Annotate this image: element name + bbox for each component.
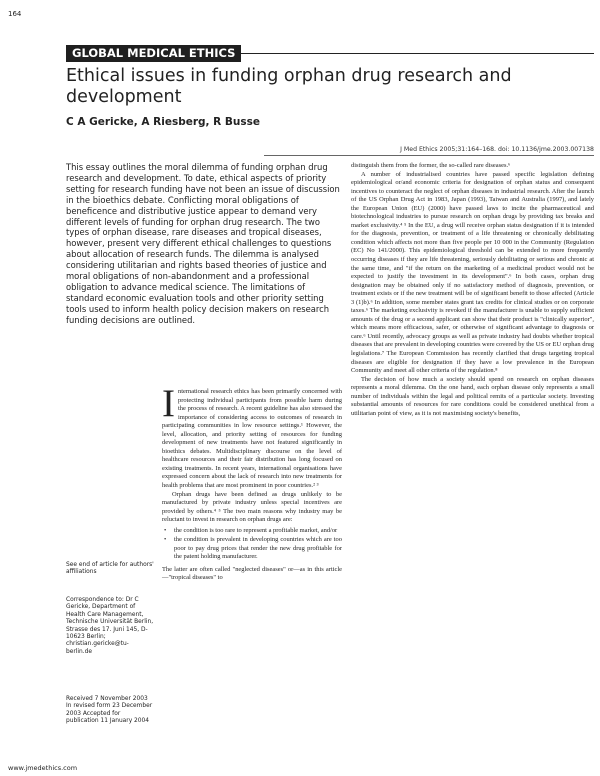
citation-rule [264,155,594,156]
reason-list [162,527,342,562]
received-dates: Received 7 November 2003 In revised form 23 December 2003 Accepted for publication 11 January 2004 [66,696,153,725]
body-column-middle [162,382,342,583]
intro-paragraph [162,382,342,491]
journal-url: www.jmedethics.com [8,764,78,772]
paragraph: The decision of how much a society should spend on research on orphan diseases represents a moral dilemma. On the one hand, each orphan disease only represents a small number of individuals within the legal and political remits of a particular society. Investing substantial amounts of resources for rare conditions could be considered unethical from a utilitarian point of view, as it is not maximising society's benefits, [351,375,594,417]
paragraph: A number of industrialised countries have passed specific legislation defining epidemiological or/and economic criteria for designation of orphan status and consequent incentives to counteract the neglect of orphan diseases in industrial research. After the launch of the US Orphan Drug Act in 1983, Japan (1993), Taiwan and Australia (1997), and lately the European Union (EU) (2000) have passed laws to incite the pharmaceutical and biotechnological industries to pursue research on orphan drugs by providing tax breaks and market exclusivity.⁴ ⁵ In the EU, a drug will receive orphan status designation if it is intended for the diagnosis, prevention, or treatment of a life threatening or chronically debilitating condition which affects not more than five people per 10 000 in the Community (Regulation (EC) No 141/2000). This epidemiological threshold can be extended to more frequently occurring diseases if they are life threatening, seriously debilitating or serious and chronic at the same time, and "if the return on the marketing of a medicinal product would not be expected to justify the investment in its development".⁶ In both cases, orphan drug designation may be obtained only if no satisfactory method of diagnosis, prevention, or treatment exists or if the new treatment will be of significant benefit to those affected (Article 3 (1)b).⁶ In addition, some member states grant tax credits for clinical studies or on corporate taxes.⁶ The marketing exclusivity is revoked if the manufacturer is unable to supply sufficient amounts of the drug or a second applicant can show that their product is "clinically superior", which means more efficacious, safer, or otherwise of significant advantage to diagnosis or care.⁶ Until recently, advocacy groups as well as private industry had doubts whether tropical diseases that are prevalent in developing countries were covered by the US or EU orphan drug legislations.⁷ The European Commission has recently clarified that drugs targeting tropical diseases are eligible for designation if they have a low prevalence in the European Community and meet all other criteria of the regulation.⁸ [351,170,594,375]
article-authors: C A Gericke, A Riesberg, R Busse [66,116,261,128]
paragraph: Orphan drugs have been defined as drugs unlikely to be manufactured by private industry unless special incentives are provided by others.⁴ ⁵ The two main reasons why industry may be reluctant to invest in research on orphan drugs are: [162,490,342,524]
correspondence-note: Correspondence to: Dr C Gericke, Department of Health Care Management, Technische Universität Berlin, Strasse des 17. Juni 145, D-10623 Berlin; christian.gericke@tu-berlin.de [66,597,154,655]
article-title: Ethical issues in funding orphan drug research and development [66,66,512,107]
body-column-right [351,162,594,418]
page-number: 164 [8,10,22,18]
paragraph: The latter are often called "neglected diseases" or—as in this article—"tropical diseases" to [162,565,342,582]
abstract: This essay outlines the moral dilemma of funding orphan drug research and development. To date, ethical aspects of priority setting for research funding have not been an issue of discussion in the bioethics debate. Conflicting moral obligations of beneficence and distributive justice appear to demand very different levels of funding for orphan drug research. The two types of orphan disease, rare diseases and tropical diseases, however, present very different ethical challenges to questions about allocation of research funds. The dilemma is analysed considering utilitarian and rights based theories of justice and moral obligations of non-abandonment and a professional obligation to advance medical science. The limitations of standard economic evaluation tools and other priority setting tools used to inform health policy decision makers on research funding decisions are outlined. [66,162,340,325]
drop-cap: I [162,382,175,425]
intro-text: nternational research ethics has been primarily concerned with protecting individual participants from possible harm during the process of research. A recent guideline has also stressed the importance of considering access to outcomes of research in participating communities in low resource settings.¹ However, the level, allocation, and priority setting of resources for funding development of new treatments have not featured significantly in bioethics debates. Multidisciplinary discourse on the level of healthcare resources and their fair distribution has long focused on existing treatments. In recent years, international organisations have expressed concern about the lack of research into new treatments for health problems that are most prominent in poor countries.² ³ [162,388,342,490]
list-item: • the condition is too rare to represent a profitable market, and/or [162,527,342,536]
affiliations-note: See end of article for authors' affiliations [66,562,154,576]
paragraph: distinguish them from the former, the so-called rare diseases.⁶ [351,162,511,169]
section-label: GLOBAL MEDICAL ETHICS [66,45,241,62]
list-item: • the condition is prevalent in developing countries which are too poor to pay drug prices that render the new drug profitable for the patent holding manufacturer. [162,536,342,562]
citation-line: J Med Ethics 2005;31:164–168. doi: 10.1136/jme.2003.007138 [400,146,594,153]
